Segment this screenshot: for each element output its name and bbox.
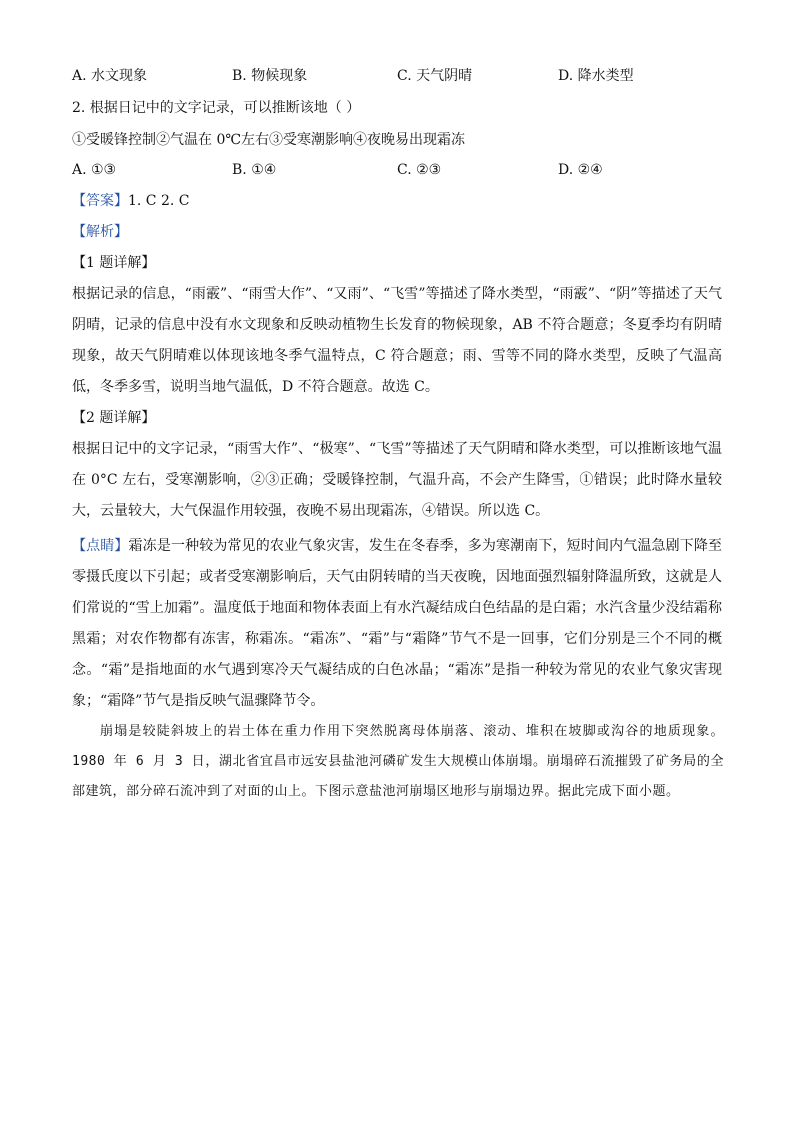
answer-tag: 【答案】 [72,193,128,209]
q1-option-b: B. 物候现象 [232,68,308,84]
q2-option-c: C. ②③ [397,162,442,178]
q2-option-d: D. ②④ [558,162,603,178]
detail1-heading: 【1 题详解】 [72,255,156,271]
q1-option-a: A. 水文现象 [72,68,148,84]
detail2-heading: 【2 题详解】 [72,410,156,426]
q2-option-b: B. ①④ [232,162,277,178]
tip-text: 霜冻是一种较为常见的农业气象灾害，发生在冬春季，多为寒潮南下，短时间内气温急剧下降至零摄氏度以下引起；或者受寒潮影响后，天气由阴转晴的当天夜晚，因地面强烈辐射降温所致，这就是人们常说的“雪上加霜”。温度低于地面和物体表面上有水汽凝结成白色结晶的是白霜；水汽含量少没结霜称黑霜；对农作物都有冻害，称霜冻。“霜冻”、“霜”与“霜降”节气不是一回事，它们分别是三个不同的概念。“霜”是指地面的水气遇到寒冷天气凝结成的白色冰晶；“霜冻”是指一种较为常见的农业气象灾害现象；“霜降”节气是指反映气温骤降节令。 [72,538,723,709]
material-text: 崩塌是较陡斜坡上的岩土体在重力作用下突然脱离母体崩落、滚动、堆积在坡脚或沟谷的地质现象。1980 年 6 月 3 日，湖北省宜昌市远安县盐池河磷矿发生大规模山体崩塌。崩塌碎石流摧毁了矿务局的全部建筑，部分碎石流冲到了对面的山上。下图示意盐池河崩塌区地形与崩塌边界。据此完成下面小题。 [72,724,724,799]
analysis-tag: 【解析】 [72,224,128,240]
q1-option-c: C. 天气阴晴 [397,68,473,84]
detail2-text: 根据日记中的文字记录，“雨雪大作”、“极寒”、“飞雪”等描述了天气阴晴和降水类型，可以推断该地气温在 0°C 左右，受寒潮影响，②③正确；受暖锋控制，气温升高，不会产生降雪，①错误；此时降水量较大，云量较大，大气保温作用较强，夜晚不易出现霜冻，④错误。所以选 C。 [72,441,722,519]
q1-option-d: D. 降水类型 [558,68,634,84]
q2-stem: 2. 根据日记中的文字记录，可以推断该地（ ） [72,100,361,116]
detail1-text: 根据记录的信息，“雨霰”、“雨雪大作”、“又雨”、“飞雪”等描述了降水类型，“雨霰”、“阴”等描述了天气阴晴，记录的信息中没有水文现象和反映动植物生长发育的物候现象，AB 不符合题意；冬夏季均有阴晴现象，故天气阴晴难以体现该地冬季气温特点，C 符合题意；雨、雪等不同的降水类型，反映了气温高低，冬季多雪，说明当地气温低，D 不符合题意。故选 C。 [72,286,722,395]
tip-paragraph [72,531,722,717]
tip-tag: 【点睛】 [72,538,129,554]
q2-option-a: A. ①③ [72,162,117,178]
answer-line [72,191,722,211]
q2-statements: ①受暖锋控制②气温在 0℃左右③受寒潮影响④夜晚易出现霜冻 [72,132,466,148]
answer-text: 1. C 2. C [128,193,190,209]
